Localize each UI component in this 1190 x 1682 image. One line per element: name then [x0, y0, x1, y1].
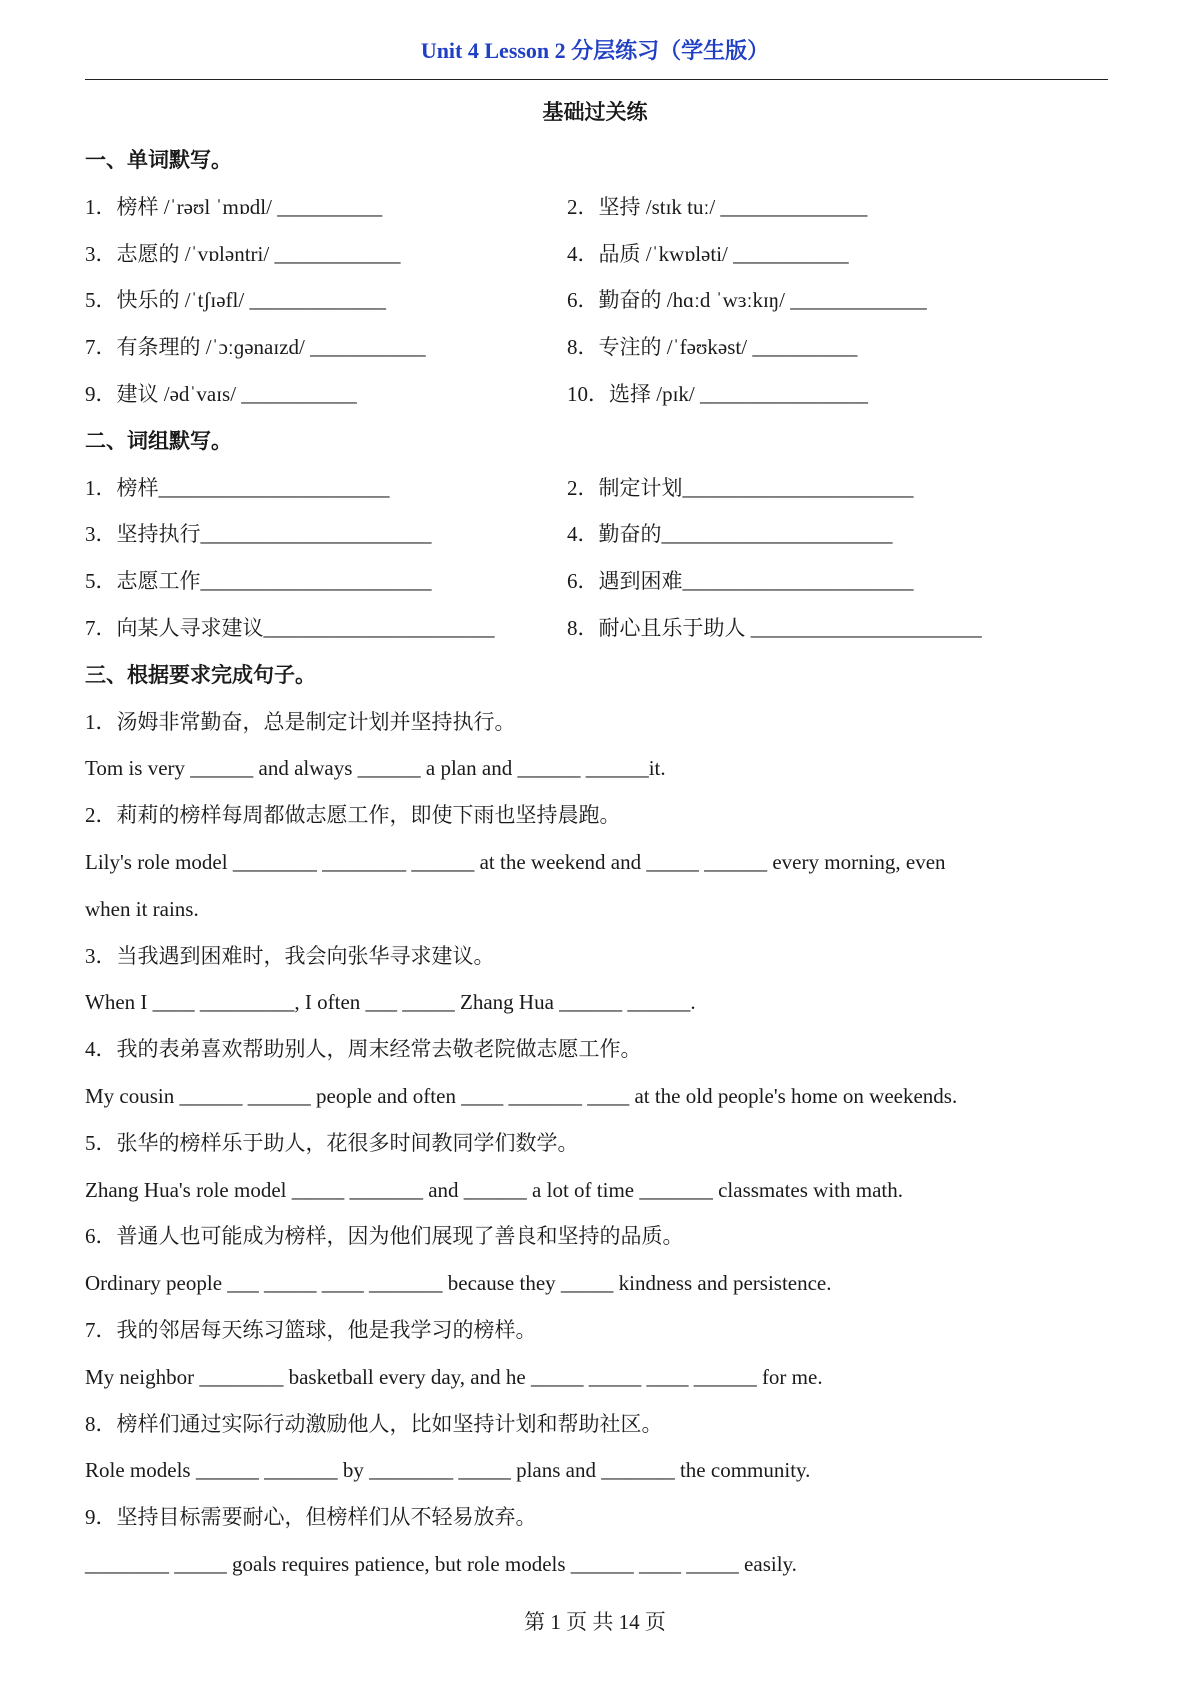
part1-item: 2．坚持 /stɪk tuː/ ______________	[567, 194, 868, 219]
answer-line: when it rains.	[85, 896, 199, 921]
part2-heading: 二、词组默写。	[85, 428, 232, 453]
part1-row	[85, 324, 1115, 371]
answer-line: Role models ______ _______ by ________ _____ plans and _______ the community.	[85, 1458, 811, 1483]
section-title: 基础过关练	[542, 100, 648, 124]
answer-line: Lily's role model ________ ________ ______ at the weekend and _____ ______ every morning, even	[85, 849, 946, 874]
part1-item: 10．选择 /pɪk/ ________________	[567, 381, 869, 406]
question-prompt: 2．莉莉的榜样每周都做志愿工作，即使下雨也坚持晨跑。	[85, 803, 621, 828]
part2-row	[85, 511, 1115, 558]
part2-item: 1．榜样______________________	[85, 475, 390, 500]
part1-item: 7．有条理的 /ˈɔːɡənaɪzd/ ___________	[85, 335, 426, 360]
part1-item: 1．榜样 /ˈrəʊl ˈmɒdl/ __________	[85, 194, 383, 219]
part2-item: 6．遇到困难______________________	[567, 569, 914, 594]
part2-item: 7．向某人寻求建议______________________	[85, 615, 495, 640]
part2-item: 3．坚持执行______________________	[85, 522, 432, 547]
header-rule	[85, 79, 1108, 80]
question-prompt: 3．当我遇到困难时，我会向张华寻求建议。	[85, 943, 495, 968]
part1-item: 8．专注的 /ˈfəʊkəst/ __________	[567, 335, 858, 360]
worksheet-content	[85, 137, 1115, 1588]
part1-row	[85, 371, 1115, 418]
question-prompt: 7．我的邻居每天练习篮球，他是我学习的榜样。	[85, 1317, 537, 1342]
answer-line: My cousin ______ ______ people and often ____ _______ ____ at the old people's home on weekends.	[85, 1083, 958, 1108]
question-prompt: 5．张华的榜样乐于助人，花很多时间教同学们数学。	[85, 1130, 579, 1155]
part1-item: 9．建议 /ədˈvaɪs/ ___________	[85, 381, 357, 406]
question-prompt: 9．坚持目标需要耐心，但榜样们从不轻易放弃。	[85, 1505, 537, 1530]
header-title: Unit 4 Lesson 2 分层练习（学生版）	[420, 38, 770, 63]
part1-row	[85, 231, 1115, 278]
part2-item: 2．制定计划______________________	[567, 475, 914, 500]
part1-item: 6．勤奋的 /hɑːd ˈwɜːkɪŋ/ _____________	[567, 288, 927, 313]
answer-line: Ordinary people ___ _____ ____ _______ because they _____ kindness and persistence.	[85, 1271, 832, 1296]
part1-item: 5．快乐的 /ˈtʃɪəfl/ _____________	[85, 288, 386, 313]
part2-row	[85, 465, 1115, 512]
answer-line: When I ____ _________, I often ___ _____ Zhang Hua ______ ______.	[85, 990, 696, 1015]
part2-item: 8．耐心且乐于助人 ______________________	[567, 615, 982, 640]
part1-item: 3．志愿的 /ˈvɒləntri/ ____________	[85, 241, 401, 266]
part2-row	[85, 558, 1115, 605]
part2-item: 5．志愿工作______________________	[85, 569, 432, 594]
answer-line: ________ _____ goals requires patience, but role models ______ ____ _____ easily.	[85, 1551, 797, 1576]
part1-heading: 一、单词默写。	[85, 148, 232, 172]
part3-heading: 三、根据要求完成句子。	[85, 662, 316, 687]
question-prompt: 4．我的表弟喜欢帮助别人，周末经常去敬老院做志愿工作。	[85, 1037, 642, 1062]
part2-row	[85, 605, 1115, 652]
answer-line: Tom is very ______ and always ______ a plan and ______ ______it.	[85, 756, 666, 781]
part1-item: 4．品质 /ˈkwɒləti/ ___________	[567, 241, 849, 266]
part1-row	[85, 277, 1115, 324]
question-prompt: 1．汤姆非常勤奋，总是制定计划并坚持执行。	[85, 709, 516, 734]
answer-line: My neighbor ________ basketball every day, and he _____ _____ ____ ______ for me.	[85, 1364, 823, 1389]
question-prompt: 6．普通人也可能成为榜样，因为他们展现了善良和坚持的品质。	[85, 1224, 684, 1249]
question-prompt: 8．榜样们通过实际行动激励他人，比如坚持计划和帮助社区。	[85, 1411, 663, 1436]
part1-row	[85, 184, 1115, 231]
page-number: 第 1 页 共 14 页	[524, 1610, 666, 1634]
part2-item: 4．勤奋的______________________	[567, 522, 893, 547]
answer-line: Zhang Hua's role model _____ _______ and ______ a lot of time _______ classmates with math.	[85, 1177, 903, 1202]
